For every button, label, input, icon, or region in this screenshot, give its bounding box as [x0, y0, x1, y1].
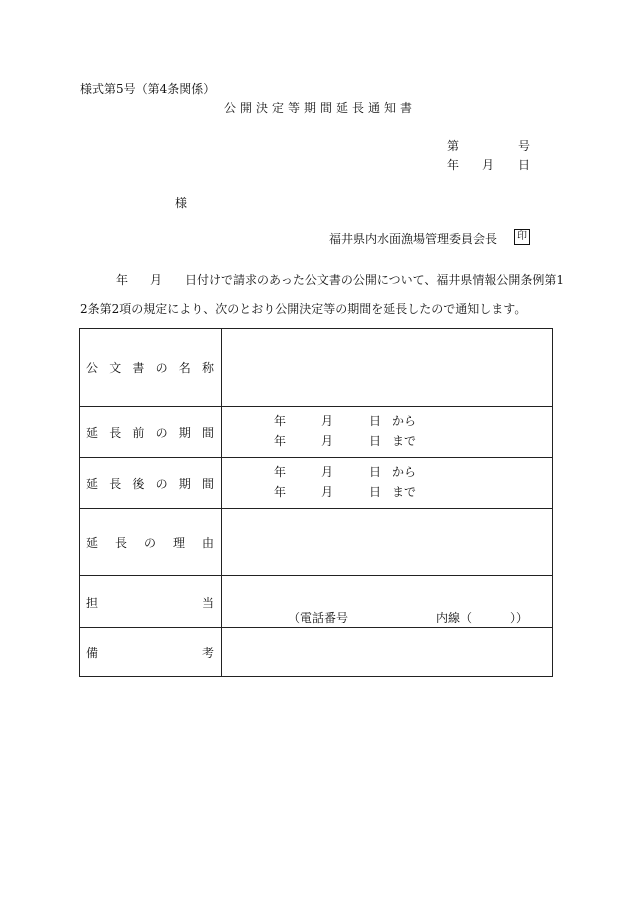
label-period-before [80, 424, 221, 441]
period-after-from [274, 463, 552, 483]
label-char: 後 [132, 476, 145, 491]
body-line-2: 2条第2項の規定により、次のとおり公開決定等の期間を延長したので通知します。 [80, 302, 527, 316]
seal-mark: 印 [514, 229, 530, 245]
label-char: の [143, 535, 156, 550]
person-in-charge-field[interactable] [222, 576, 553, 628]
day-unit: 日 [369, 465, 382, 479]
addressee-honorific: 様 [175, 196, 188, 210]
label-char: 間 [201, 425, 214, 440]
label-char: 前 [132, 425, 145, 440]
table-row [80, 407, 553, 458]
label-char: 称 [201, 361, 214, 375]
number-prefix: 第 [447, 139, 460, 153]
document-name-field[interactable] [222, 329, 553, 407]
label-char: 当 [201, 596, 214, 610]
to-label: まで [392, 434, 417, 448]
label-char: 由 [201, 535, 214, 550]
label-char: 文 [109, 361, 122, 375]
label-remarks [80, 644, 221, 661]
label-char: 延 [86, 425, 99, 440]
label-char: 期 [178, 476, 191, 491]
extension-label: 内線（ [436, 611, 473, 625]
period-after-to [274, 483, 552, 503]
year-unit: 年 [274, 434, 287, 448]
label-char: 間 [201, 476, 214, 491]
closing-parens: ）） [510, 611, 529, 625]
period-before-field[interactable] [222, 407, 553, 458]
year-unit: 年 [274, 465, 287, 479]
from-label: から [392, 414, 417, 428]
month-unit: 月 [321, 414, 334, 428]
date-month: 月 [482, 158, 495, 172]
body-month: 月 [150, 273, 163, 287]
label-cell [80, 628, 222, 677]
document-title: 公開決定等期間延長通知書 [224, 101, 417, 115]
table-row [80, 509, 553, 576]
label-cell [80, 509, 222, 576]
label-char: 考 [201, 646, 214, 660]
period-after-field[interactable] [222, 458, 553, 509]
table-row [80, 458, 553, 509]
number-suffix: 号 [518, 139, 531, 153]
phone-label: （電話番号 [288, 611, 349, 625]
date-year: 年 [447, 158, 460, 172]
label-char: 期 [178, 425, 191, 440]
table-row [80, 576, 553, 628]
day-unit: 日 [369, 485, 382, 499]
label-period-after [80, 475, 221, 492]
day-unit: 日 [369, 414, 382, 428]
remarks-field[interactable] [222, 628, 553, 677]
month-unit: 月 [321, 465, 334, 479]
extension-reason-field[interactable] [222, 509, 553, 576]
label-cell [80, 407, 222, 458]
label-person-in-charge [80, 594, 221, 611]
label-char: 長 [114, 535, 127, 550]
body-year: 年 [116, 273, 129, 287]
month-unit: 月 [321, 485, 334, 499]
label-char: の [155, 476, 168, 491]
label-char: 書 [132, 361, 145, 375]
extension-form-table [79, 328, 553, 677]
form-id: 様式第5号（第4条関係） [80, 82, 216, 96]
label-char: 担 [86, 596, 99, 610]
label-char: 長 [109, 476, 122, 491]
from-label: から [392, 465, 417, 479]
year-unit: 年 [274, 485, 287, 499]
period-before-from [274, 412, 552, 432]
table-row [80, 628, 553, 677]
month-unit: 月 [321, 434, 334, 448]
period-before-to [274, 432, 552, 452]
sender-name: 福井県内水面漁場管理委員会長 [329, 232, 498, 246]
label-cell [80, 329, 222, 407]
label-extension-reason [80, 534, 221, 551]
label-char: 長 [109, 425, 122, 440]
label-cell [80, 576, 222, 628]
label-char: 備 [86, 646, 99, 660]
label-char: の [155, 361, 168, 375]
label-document-name [80, 359, 221, 376]
label-char: 公 [86, 361, 99, 375]
label-char: 理 [172, 535, 185, 550]
label-char: 延 [86, 476, 99, 491]
label-char: 延 [86, 535, 99, 550]
body-text-1: 日付けで請求のあった公文書の公開について、福井県情報公開条例第1 [185, 273, 565, 287]
to-label: まで [392, 485, 417, 499]
label-cell [80, 458, 222, 509]
table-row [80, 329, 553, 407]
label-char: の [155, 425, 168, 440]
date-day: 日 [518, 158, 531, 172]
label-char: 名 [178, 361, 191, 375]
day-unit: 日 [369, 434, 382, 448]
year-unit: 年 [274, 414, 287, 428]
